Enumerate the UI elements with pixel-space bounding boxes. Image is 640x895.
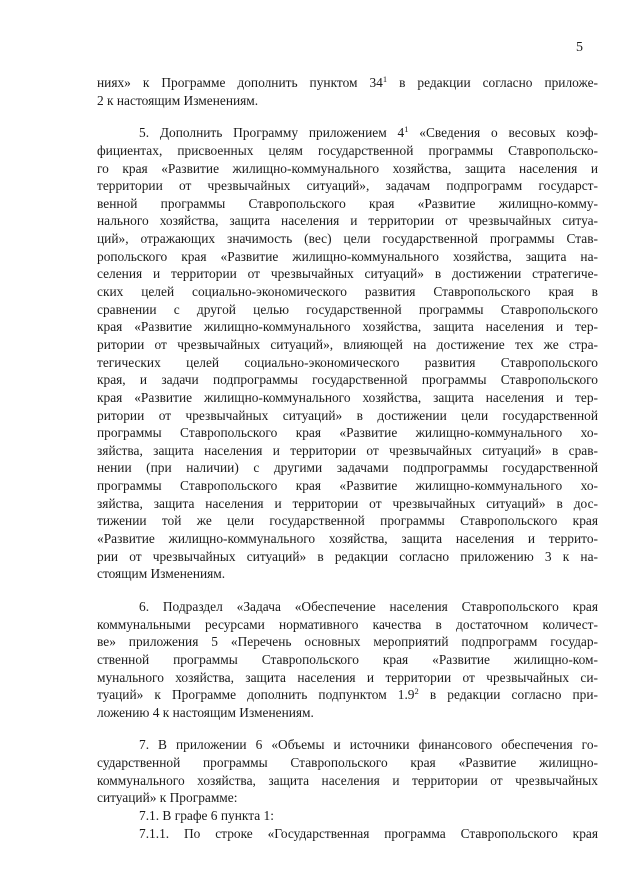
text-line: 7. В приложении 6 «Объемы и источники финансового обеспечения го- xyxy=(139,737,598,753)
text-line: края «Развитие жилищно-коммунального хозяйства, защита населения и тер- xyxy=(97,389,598,405)
paragraph-item-7 xyxy=(97,736,598,842)
text-line: ритории от чрезвычайных ситуаций» в достижении цели государственной xyxy=(97,407,598,423)
text-line: 7.1. В графе 6 пункта 1: xyxy=(139,807,274,823)
text-line: ниях» к Программе дополнить пунктом $34^1$ в редакции согласно приложе- xyxy=(97,74,598,90)
document-body xyxy=(97,74,598,842)
text-line: ситуаций» к Программе: xyxy=(97,790,238,806)
text-line: 7.1.1. По строке «Государственная программа Ставропольского края xyxy=(139,825,598,841)
paragraph-continuation xyxy=(97,74,598,109)
text-line: го края «Развитие жилищно-коммунального хозяйства, защита населения и xyxy=(97,160,598,176)
text-line: туаций» к Программе дополнить подпунктом $1.9^2$ в редакции согласно при- xyxy=(97,686,598,703)
text-line: программы Ставропольского края «Развитие жилищно-коммунального хо- xyxy=(97,478,598,494)
text-line: сравнении с другой целью государственной программы Ставропольского xyxy=(97,301,598,317)
text-line: тегических целей социально-экономического развития Ставропольского xyxy=(97,354,598,370)
text-line: ственной программы Ставропольского края «Развитие жилищно-ком- xyxy=(97,651,598,667)
paragraph-item-6 xyxy=(97,598,598,721)
text-line: 2 к настоящим Изменениям. xyxy=(97,92,259,108)
text-line: стоящим Изменениям. xyxy=(97,566,226,582)
text-line: программы Ставропольского края «Развитие жилищно-коммунального хо- xyxy=(97,425,598,441)
text-line: мунального хозяйства, защита населения и территории от чрезвычайных си- xyxy=(97,669,598,685)
text-line: ритории от чрезвычайных ситуаций», влияющей на достижение тех же стра- xyxy=(97,336,598,352)
text-line: 6. Подраздел «Задача «Обеспечение населения Ставропольского края xyxy=(139,598,598,614)
text-line: ропольского края «Развитие жилищно-коммунального хозяйства, защита на- xyxy=(97,248,598,264)
text-line: селения и территории от чрезвычайных ситуаций» в достижении стратегиче- xyxy=(97,266,598,282)
text-line: края «Развитие жилищно-коммунального хозяйства, защита населения и тер- xyxy=(97,319,598,335)
text-line: тижении той же цели государственной программы Ставропольского края xyxy=(97,513,598,529)
text-line: края, и задачи подпрограммы государственной программы Ставропольского xyxy=(97,372,598,388)
text-line: территории от чрезвычайных ситуаций», задачам подпрограмм государст- xyxy=(97,178,598,194)
text-line: 5. Дополнить Программу приложением $4^1$ «Сведения о весовых коэф- xyxy=(139,124,598,141)
page-number: 5 xyxy=(576,40,583,55)
text-line: зяйства, защита населения и территории от чрезвычайных ситуаций» в срав- xyxy=(97,442,598,458)
text-line: нального хозяйства, защита населения и территории от чрезвычайных ситуа- xyxy=(97,213,598,229)
paragraph-item-5 xyxy=(97,124,598,583)
text-line: рии от чрезвычайных ситуаций» в редакции согласно приложению 3 к на- xyxy=(97,548,598,564)
text-line: нении (при наличии) с другими задачами подпрограммы государственной xyxy=(97,460,598,476)
text-line: сударственной программы Ставропольского края «Развитие жилищно- xyxy=(97,755,598,771)
text-line: «Развитие жилищно-коммунального хозяйства, защита населения и террито- xyxy=(97,531,598,547)
text-line: коммунальными ресурсами нормативного качества в достаточном количест- xyxy=(97,616,598,632)
text-line: ве» приложения 5 «Перечень основных мероприятий подпрограмм государ- xyxy=(97,634,598,650)
text-line: зяйства, защита населения и территории от чрезвычайных ситуаций» в дос- xyxy=(97,495,598,511)
text-line: венной программы Ставропольского края «Развитие жилищно-комму- xyxy=(97,195,598,211)
text-line: фициентах, присвоенных целям государственной программы Ставропольско- xyxy=(97,142,598,158)
text-line: коммунального хозяйства, защита населения и территории от чрезвычайных xyxy=(97,772,598,788)
text-line: ложению 4 к настоящим Изменениям. xyxy=(97,704,314,720)
text-line: ций», отражающих значимость (вес) цели государственной программы Став- xyxy=(97,231,598,247)
text-line: ских целей социально-экономического развития Ставропольского края в xyxy=(97,284,598,300)
